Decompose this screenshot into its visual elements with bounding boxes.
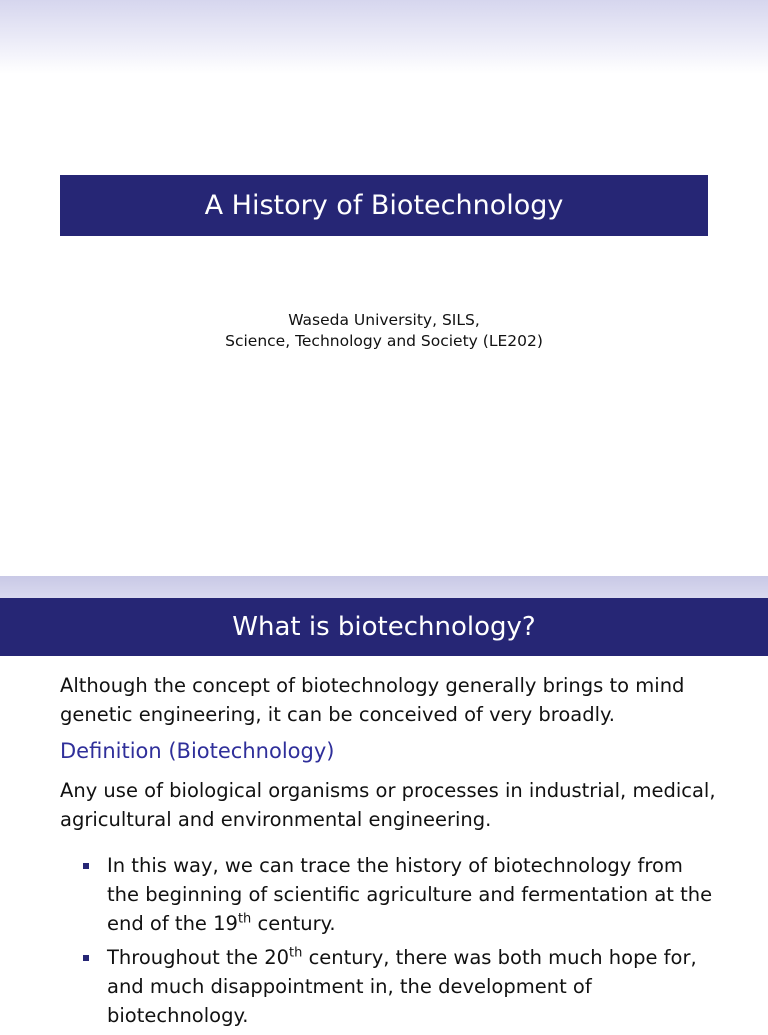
frame-title: What is biotechnology?: [232, 612, 536, 642]
bullet-text-before: In this way, we can trace the history of biotechnology from the beginning of scientific agriculture and fermentation at the end of the 19: [107, 854, 713, 935]
definition-text: Any use of biological organisms or processes in industrial, medical, agricultural and environmental engineering.: [60, 779, 716, 831]
institute-line-2: Science, Technology and Society (LE202): [225, 332, 543, 350]
header-gradient-band: [0, 0, 768, 74]
bullet-list: [80, 851, 720, 1035]
institute-block: [0, 310, 768, 352]
list-item: [80, 943, 720, 1030]
ordinal-suffix: th: [289, 945, 303, 961]
presentation-title: A History of Biotechnology: [204, 190, 564, 221]
square-bullet-icon: [83, 955, 89, 961]
presentation-title-box: [60, 175, 708, 236]
square-bullet-icon: [83, 863, 89, 869]
bullet-text-after: century.: [251, 912, 336, 935]
list-item: [80, 851, 720, 938]
intro-paragraph: Although the concept of biotechnology generally brings to mind genetic engineering, it can be conceived of very broadly.: [60, 674, 685, 726]
definition-title: Definition (Biotechnology): [60, 739, 335, 763]
frame-title-bar: [0, 598, 768, 656]
bullet-text-after: century, there was both much hope for, and much disappointment in, the development of biotechnology.: [107, 946, 697, 1027]
frame-header-band: [0, 576, 768, 598]
bullet-text-before: Throughout the 20: [107, 946, 290, 969]
institute-line-1: Waseda University, SILS,: [288, 311, 480, 329]
content-slide: [0, 576, 768, 1027]
ordinal-suffix: th: [237, 911, 252, 927]
